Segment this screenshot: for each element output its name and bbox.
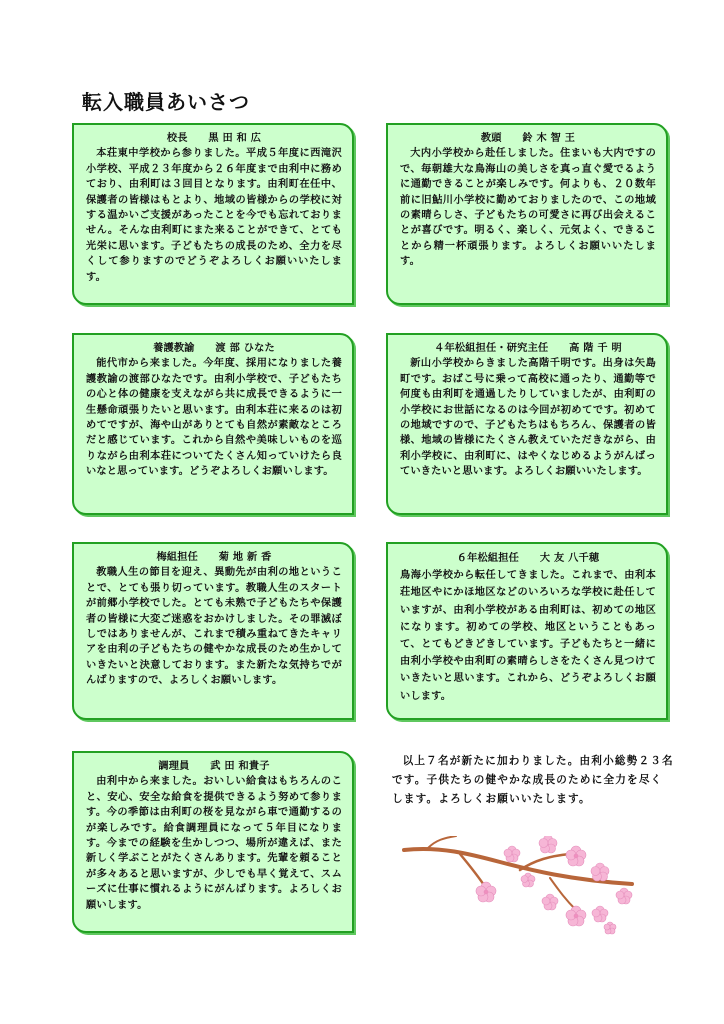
greeting-card-grade4-teacher [386,333,668,515]
card-heading: 養護教諭 渡 部 ひなた [153,343,275,354]
card-body: 本荘東中学校から参りました。平成５年度に西滝沢小学校、平成２３年度から２６年度まで由利中に務めており、由利町は３回目となります。由利町在任中、保護者の皆様はもとより、地域の皆様からの学校に対する温かいご支援があったことを今でも忘れておりません。そんな由利町にまた来ることができて、とても光栄に思います。子どもたちの成長のため、全力を尽くして参りますのでどうぞよろしくお願いいたします。 [86,148,342,283]
card-heading: 梅組担任 菊 地 新 香 [156,552,272,563]
card-body: 鳥海小学校から転任してきました。これまで、由利本荘地区やにかほ地区などのいろいろな学校に赴任していますが、由利小学校がある由利町は、初めての地区になります。初めての学校、地区ということもあって、とてもどきどきしています。子どもたちと一緒に由利小学校や由利町の素晴らしさをたくさん見つけていきたいと思います。これから、どうぞよろしくお願いします。 [400,570,656,702]
greeting-card-nurse [72,333,354,515]
cherry-blossom-branch [400,836,640,936]
card-body: 由利中から来ました。おいしい給食はもちろんのこと、安心、安全な給食を提供できるよう努めて参ります。今の季節は由利町の桜を見ながら車で通勤するのが楽しみです。給食調理員になって５年目になります。今までの経験を生かしつつ、場所が違えば、また新しく学ぶことがたくさんあります。先輩を頼ることが多々あると思いますが、少しでも早く覚えて、スムーズに仕事に慣れるようにがんばります。よろしくお願いします。 [86,776,342,911]
card-body: 能代市から来ました。今年度、採用になりました養護教諭の渡部ひなたです。由利小学校で、子どもたちの心と体の健康を支えながら共に成長できるように一生懸命頑張りたいと思います。由利本荘に来るのは初めてですが、海や山がありとても自然が素敵なところだと感じています。これから自然や美味しいものを巡りながら由利本荘についてたくさん知っていけたら良いなと思っています。どうぞよろしくお願いします。 [86,358,342,478]
card-body: 新山小学校からきました高階千明です。出身は矢島町です。おばこ号に乗って高校に通ったり、通勤等で何度も由利町を通過したりしていましたが、由利町の小学校にお世話になるのは今回が初めてです。初めての地域ですので、子どもたちはもちろん、保護者の皆様、地域の皆様にたくさん教えていただきながら、由利小学校に、由利町に、はやくなじめるようがんばっていきたいと思います。よろしくお願いいたします。 [400,358,656,478]
card-body: 教職人生の節目を迎え、異動先が由利の地ということで、とても張り切っています。教職人生のスタートが前郷小学校でした。とても未熟で子どもたちや保護者の皆様に大変ご迷惑をおかけしました。その罪滅ぼしではありませんが、これまで積み重ねてきたキャリアを由利の子どもたちの健やかな成長のため生かしていきたいと決意しております。また新たな気持ちでがんばりますので、よろしくお願いします。 [86,567,342,687]
card-body: 大内小学校から赴任しました。住まいも大内ですので、毎朝雄大な鳥海山の美しさを真っ直ぐ愛でるように通勤できることが楽しみです。何よりも、２０数年前に旧鮎川小学校に勤めておりましたので、この地域の素晴らしさ、子どもたちの可愛さに再び出会えることが喜びです。明るく、楽しく、元気よく、できることから精一杯頑張ります。よろしくお願いいたします。 [400,148,656,268]
card-heading: ６年松組担任 大 友 八千穂 [456,553,600,564]
card-heading: 教頭 鈴 木 智 王 [480,133,576,144]
greeting-card-grade6-teacher [386,542,668,720]
closing-note-text: 以上７名が新たに加わりました。由利小総勢２３名です。子供たちの健やかな成長のために全力を尽くします。よろしくお願いいたします。 [392,755,674,805]
greeting-card-principal [72,123,354,305]
page-title: 転入職員あいさつ [82,90,250,114]
card-heading: ４年松組担任・研究主任 高 階 千 明 [434,343,622,354]
greeting-card-ume-teacher [72,542,354,720]
closing-note [392,752,674,809]
card-heading: 調理員 武 田 和貴子 [158,761,270,772]
card-heading: 校長 黒 田 和 広 [166,133,262,144]
greeting-card-vice-principal [386,123,668,305]
greeting-card-cook [72,751,354,933]
